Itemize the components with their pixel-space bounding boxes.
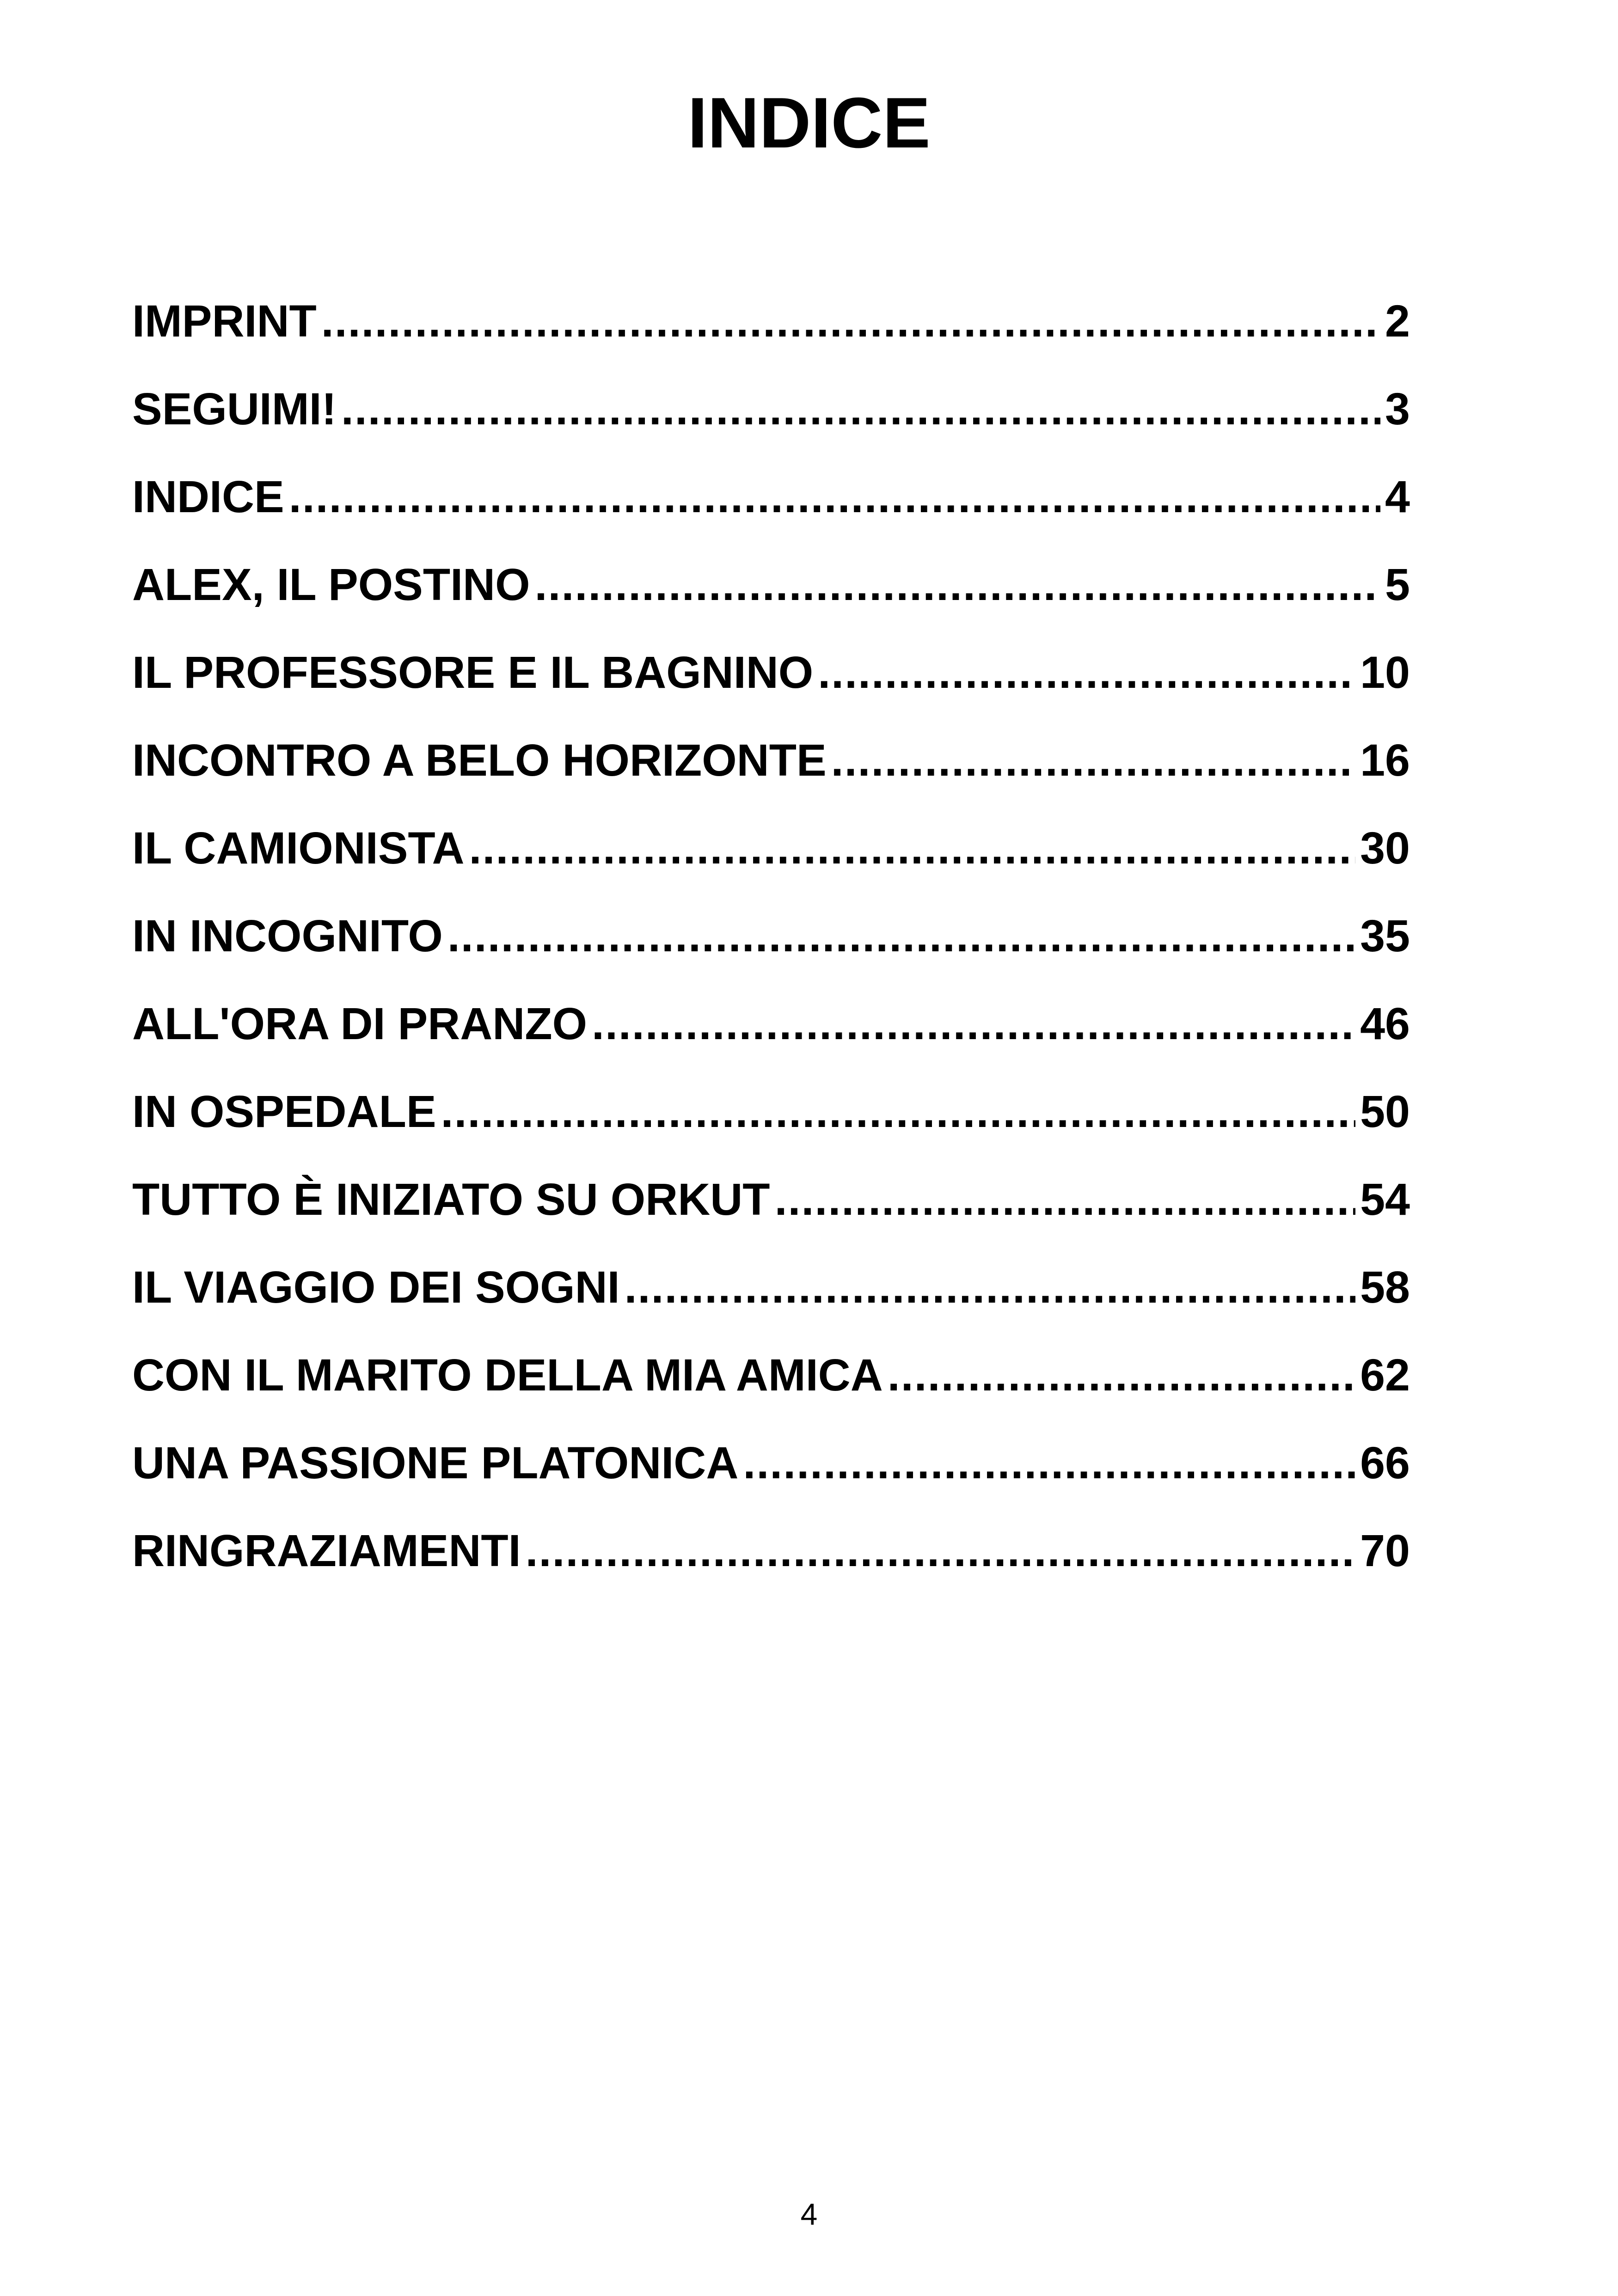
toc-entry-in-ospedale[interactable] (132, 1077, 1410, 1165)
toc-entry-il-viaggio-dei-sogni[interactable] (132, 1253, 1410, 1341)
toc-entry-page: 4 (1385, 471, 1410, 522)
toc-entry-title: IL VIAGGIO DEI SOGNI (132, 1262, 620, 1312)
toc-entry-in-incognito[interactable] (132, 901, 1410, 989)
page-number: 4 (800, 2197, 818, 2231)
toc-entry-title: INCONTRO A BELO HORIZONTE (132, 735, 827, 785)
toc-dot-leader (592, 989, 1355, 1059)
toc-entry-title: INDICE (132, 471, 284, 522)
toc-entry-il-professore-e-il-bagnino[interactable] (132, 638, 1410, 726)
toc-dot-leader (441, 1077, 1356, 1146)
toc-dot-leader (321, 287, 1380, 356)
toc-entry-page: 2 (1385, 296, 1410, 346)
toc-entry-incontro-a-belo-horizonte[interactable] (132, 726, 1410, 814)
toc-entry-page: 10 (1360, 647, 1410, 698)
toc-dot-leader (818, 638, 1355, 707)
toc-entry-il-camionista[interactable] (132, 814, 1410, 901)
toc-entry-seguimi[interactable] (132, 374, 1410, 462)
toc-entry-page: 35 (1360, 911, 1410, 961)
toc-entry-page: 3 (1385, 384, 1410, 434)
toc-entry-title: RINGRAZIAMENTI (132, 1525, 521, 1576)
toc-dot-leader (447, 901, 1355, 971)
toc-entry-page: 62 (1360, 1350, 1410, 1400)
toc-entry-page: 50 (1360, 1086, 1410, 1137)
toc-entry-title: UNA PASSIONE PLATONICA (132, 1438, 739, 1488)
table-of-contents (132, 287, 1410, 1604)
toc-entry-page: 70 (1360, 1525, 1410, 1576)
toc-entry-title: ALL'ORA DI PRANZO (132, 998, 588, 1049)
toc-dot-leader (341, 374, 1380, 444)
toc-dot-leader (289, 462, 1380, 532)
toc-entry-page: 58 (1360, 1262, 1410, 1312)
toc-entry-tutto-e-iniziato-su-orkut[interactable] (132, 1165, 1410, 1253)
toc-entry-title: SEGUIMI! (132, 384, 337, 434)
toc-entry-title: ALEX, IL POSTINO (132, 559, 530, 610)
toc-dot-leader (526, 1516, 1355, 1586)
toc-dot-leader (535, 550, 1381, 619)
toc-dot-leader (888, 1341, 1355, 1410)
toc-dot-leader (775, 1165, 1356, 1234)
toc-entry-title: IMPRINT (132, 296, 317, 346)
toc-dot-leader (469, 814, 1356, 883)
toc-dot-leader (625, 1253, 1356, 1322)
toc-entry-ringraziamenti[interactable] (132, 1516, 1410, 1604)
toc-entry-allora-di-pranzo[interactable] (132, 989, 1410, 1077)
toc-dot-leader (831, 726, 1355, 795)
toc-entry-title: CON IL MARITO DELLA MIA AMICA (132, 1350, 883, 1400)
toc-entry-una-passione-platonica[interactable] (132, 1428, 1410, 1516)
toc-entry-title: IN OSPEDALE (132, 1086, 436, 1137)
toc-entry-page: 16 (1360, 735, 1410, 785)
toc-dot-leader (743, 1428, 1355, 1498)
toc-entry-page: 66 (1360, 1438, 1410, 1488)
toc-entry-con-il-marito-della-mia-amica[interactable] (132, 1341, 1410, 1428)
toc-entry-title: IN INCOGNITO (132, 911, 443, 961)
toc-entry-imprint[interactable] (132, 287, 1410, 374)
toc-entry-page: 46 (1360, 998, 1410, 1049)
toc-entry-indice[interactable] (132, 462, 1410, 550)
toc-entry-page: 5 (1385, 559, 1410, 610)
page-title: INDICE (687, 83, 931, 163)
toc-entry-page: 30 (1360, 823, 1410, 873)
toc-entry-alex-il-postino[interactable] (132, 550, 1410, 638)
toc-entry-page: 54 (1360, 1174, 1410, 1225)
toc-entry-title: IL PROFESSORE E IL BAGNINO (132, 647, 814, 698)
toc-entry-title: IL CAMIONISTA (132, 823, 465, 873)
toc-entry-title: TUTTO È INIZIATO SU ORKUT (132, 1174, 770, 1225)
